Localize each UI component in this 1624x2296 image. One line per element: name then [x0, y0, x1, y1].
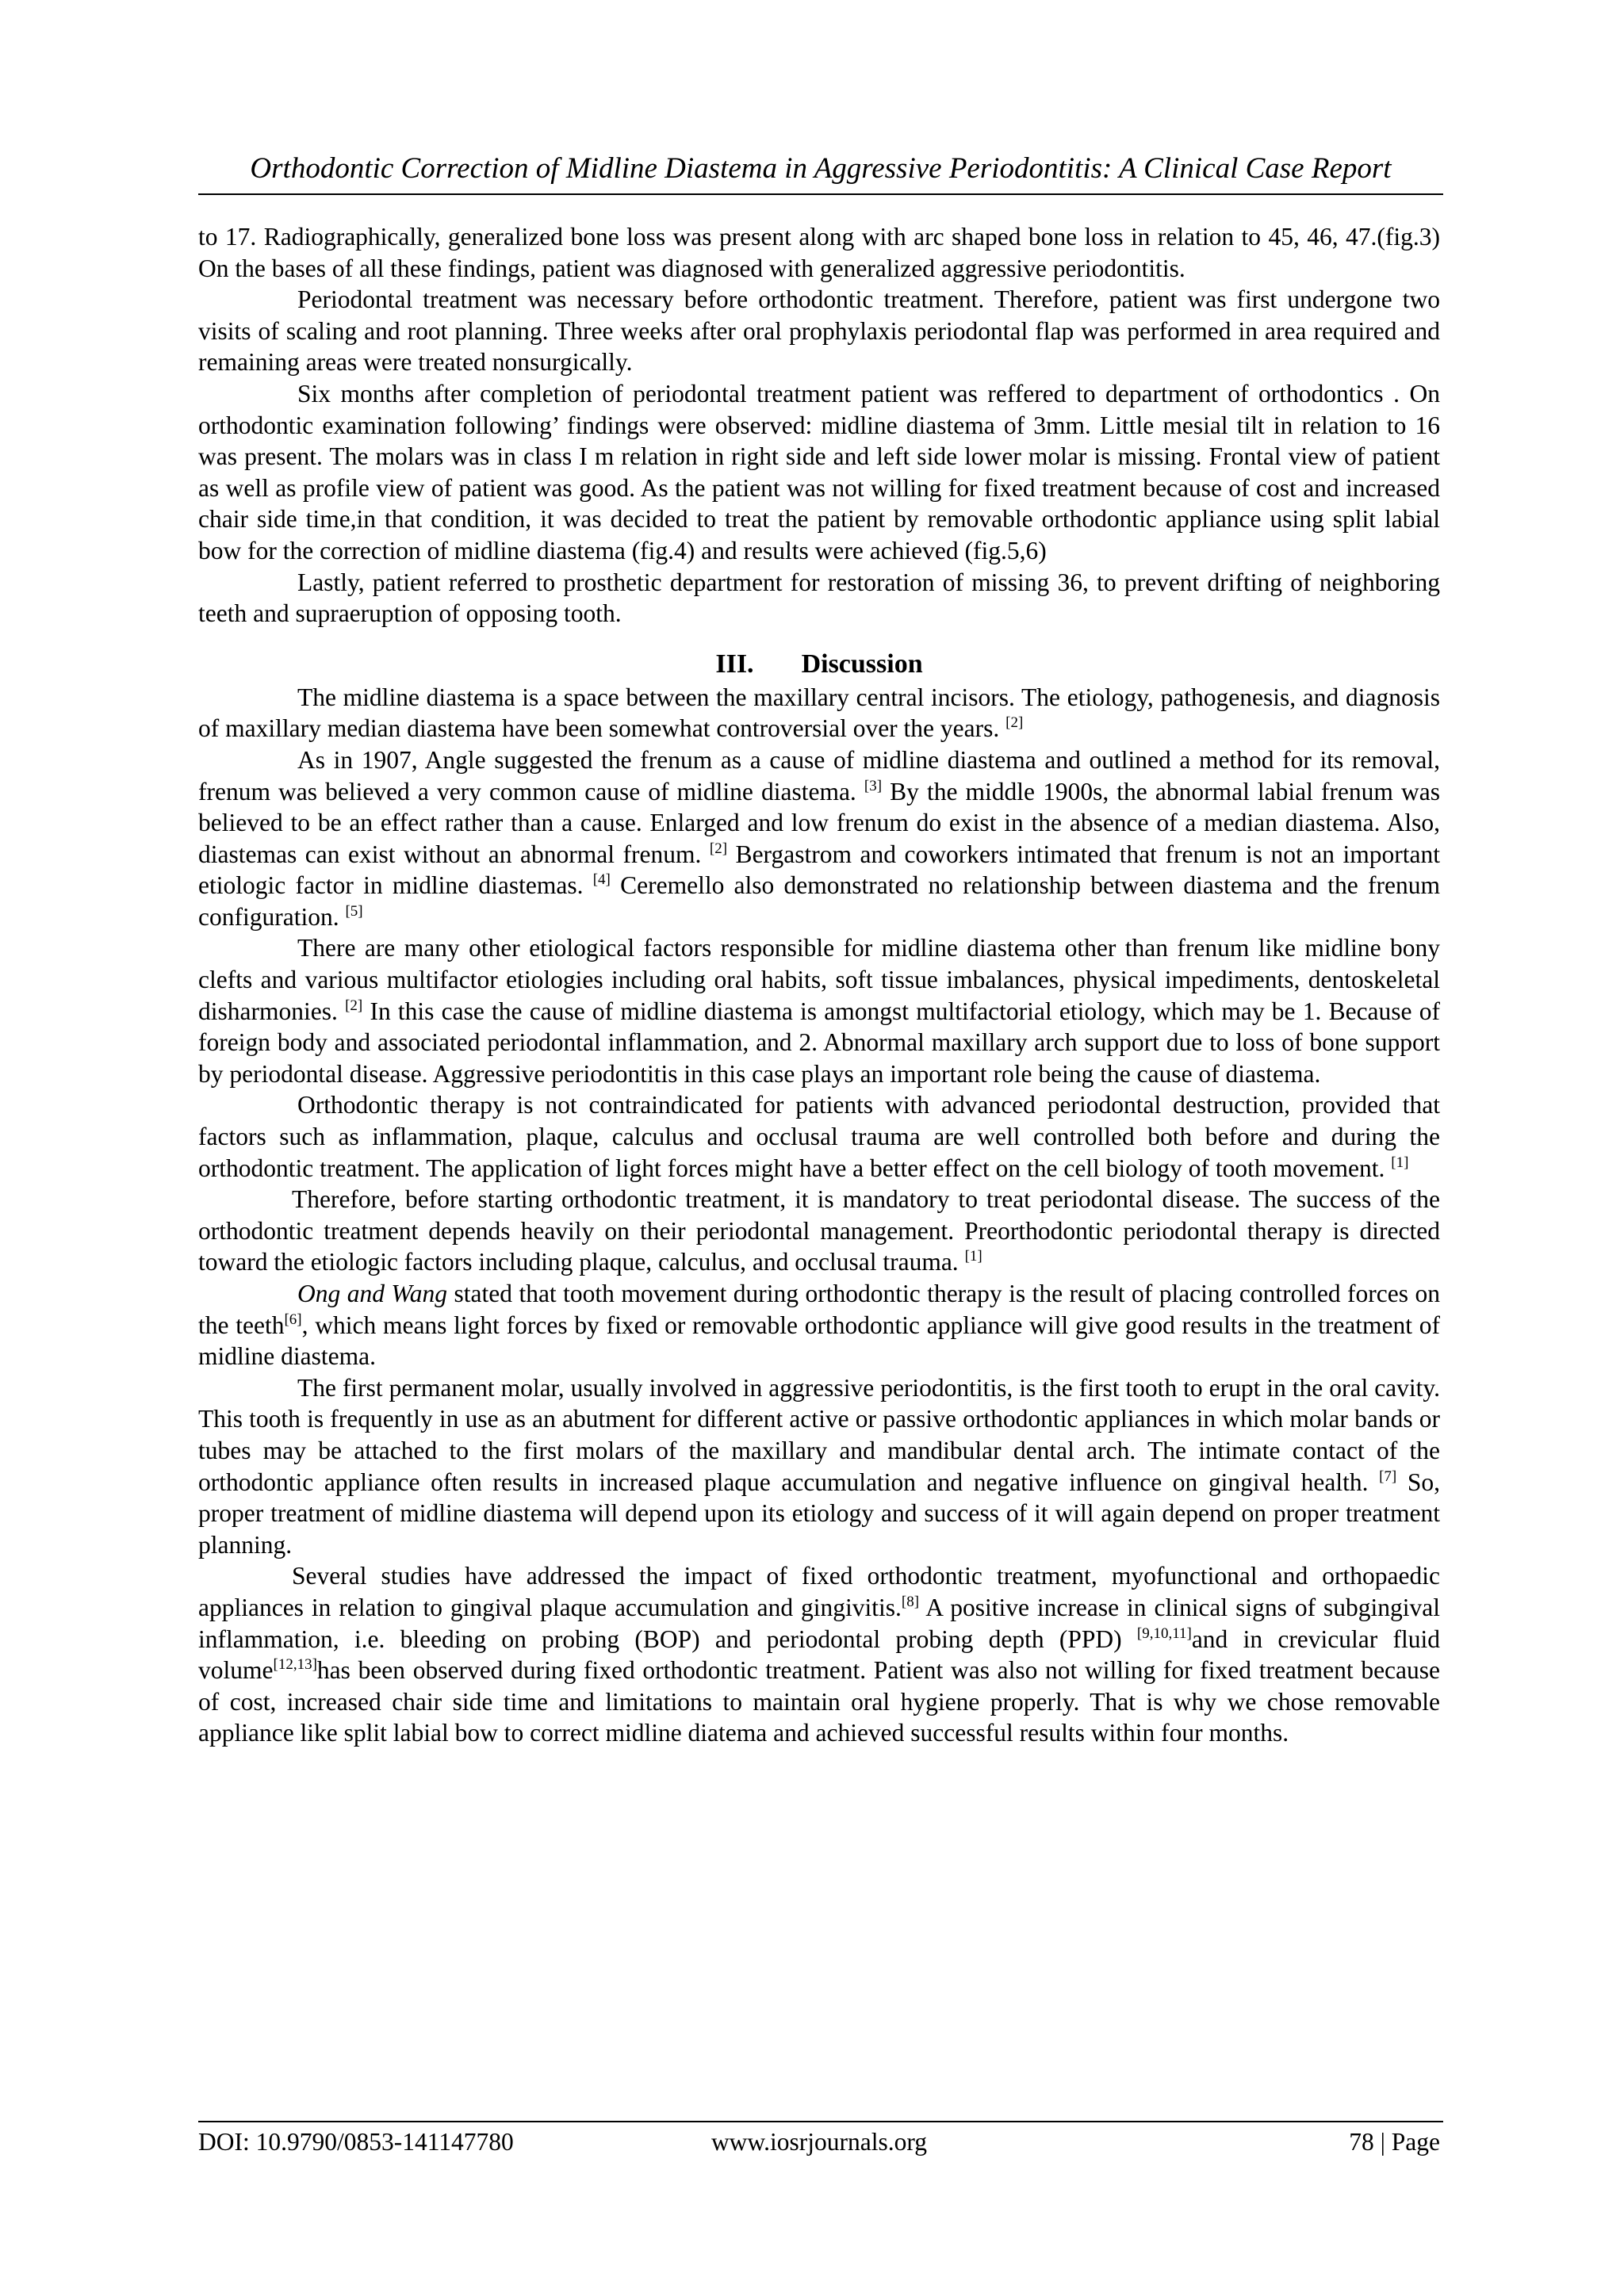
citation: [1] — [964, 1248, 982, 1265]
paragraph-discussion-8: Several studies have addressed the impact of fixed orthodontic treatment, myofunctional and orthopaedic appliances in relation to gingival plaque accumulation and gingivitis.[8] A positive increase in clinical signs of subgingival inflammation, i.e. bleeding on probing (BOP) and periodontal probing depth (PPD) [9,10,11]and in crevicular fluid volume[12,13]has been observed during fixed orthodontic treatment. Patient was also not willing for fixed treatment because of cost, increased chair side time and limitations to maintain oral hygiene properly. That is why we chose removable appliance like split labial bow to correct midline diatema and achieved successful results within four months. — [198, 1562, 1441, 1747]
paragraph-periodontal-treatment: Periodontal treatment was necessary before orthodontic treatment. Therefore, patient was first undergone two visits of scaling and root planning. Three weeks after oral prophylaxis periodontal flap was performed in area required and remaining areas were treated nonsurgically. — [198, 285, 1440, 377]
citation: [1] — [1391, 1154, 1409, 1171]
paragraph-discussion-2: As in 1907, Angle suggested the frenum as a cause of midline diastema and outlined a method for its removal, frenum was believed a very common cause of midline diastema. [3] By the middle 1900s, the abnormal labial frenum was believed to be an effect rather than a cause. Enlarged and low frenum do exist in the absence of a median diastema. Also, diastemas can exist without an abnormal frenum. [2] Bergastrom and coworkers intimated that frenum is not an important etiologic factor in midline diastemas. [4] Ceremello also demonstrated no relationship between diastema and the frenum configuration. [5] — [198, 745, 1440, 931]
paragraph-continued: to 17. Radiographically, generalized bone loss was present along with arc shaped bone loss in relation to 45, 46, 47.(fig.3) On the bases of all these findings, patient was diagnosed with generalized aggressive periodontitis. — [198, 223, 1440, 282]
paragraph-orthodontic-examination: Six months after completion of periodontal treatment patient was reffered to department of orthodontics . On orthodontic examination following’ findings were observed: midline diastema of 3mm. Little mesial tilt in relation to 16 was present. The molars was in class I m relation in right side and left side lower molar is missing. Frontal view of patient as well as profile view of patient was good. As the patient was not willing for fixed treatment because of cost and increased chair side time,in that condition, it was decided to treat the patient by removable orthodontic appliance using split labial bow for the correction of midline diastema (fig.4) and results were achieved (fig.5,6) — [198, 379, 1440, 564]
citation: [6] — [284, 1311, 302, 1328]
citation: [2] — [1005, 714, 1024, 732]
citation: [7] — [1379, 1468, 1397, 1485]
section-title: Discussion — [801, 649, 923, 679]
header-divider — [198, 193, 1443, 195]
footer-page-number: 78 | Page — [1349, 2128, 1440, 2156]
footer-doi: DOI: 10.9790/0853-141147780 — [198, 2128, 514, 2156]
article-body — [198, 221, 1440, 1749]
citation: [2] — [345, 997, 363, 1014]
section-heading-discussion — [198, 647, 1440, 682]
citation: [4] — [592, 871, 611, 889]
author-names: Ong and Wang — [297, 1280, 448, 1307]
citation: [2] — [709, 840, 728, 857]
paragraph-prosthetic-referral: Lastly, patient referred to prosthetic department for restoration of missing 36, to prevent drifting of neighboring teeth and supraeruption of opposing tooth. — [198, 568, 1440, 628]
paragraph-discussion-5: Therefore, before starting orthodontic treatment, it is mandatory to treat periodontal disease. The success of the orthodontic treatment depends heavily on their periodontal management. Preorthodontic periodontal therapy is directed toward the etiologic factors including plaque, calculus, and occlusal trauma. [1] — [198, 1185, 1440, 1276]
footer-divider — [198, 2121, 1443, 2122]
paragraph-discussion-6: Ong and Wang stated that tooth movement during orthodontic therapy is the result of placing controlled forces on the teeth[6], which means light forces by fixed or removable orthodontic appliance will give good results in the treatment of midline diastema. — [198, 1280, 1441, 1371]
citation: [3] — [864, 777, 883, 794]
paragraph-discussion-4: Orthodontic therapy is not contraindicated for patients with advanced periodontal destruction, provided that factors such as inflammation, plaque, calculus and occlusal trauma are well controlled both before and during the orthodontic treatment. The application of light forces might have a better effect on the cell biology of tooth movement. [1] — [198, 1091, 1440, 1182]
paragraph-discussion-1: The midline diastema is a space between the maxillary central incisors. The etiology, pathogenesis, and diagnosis of maxillary median diastema have been somewhat controversial over the years. [2] — [198, 683, 1440, 743]
running-header-title: Orthodontic Correction of Midline Diastema in Aggressive Periodontitis: A Clinical Case Report — [250, 152, 1392, 185]
citation: [8] — [901, 1593, 920, 1610]
section-number: III. — [715, 649, 754, 679]
paragraph-discussion-7: The first permanent molar, usually involved in aggressive periodontitis, is the first tooth to erupt in the oral cavity. This tooth is frequently in use as an abutment for different active or passive orthodontic appliances in which molar bands or tubes may be attached to the first molars of the maxillary and mandibular dental arch. The intimate contact of the orthodontic appliance often results in increased plaque accumulation and negative influence on gingival health. [7] So, proper treatment of midline diastema will depend upon its etiology and success of it will again depend on proper treatment planning. — [198, 1373, 1440, 1559]
citation: [9,10,11] — [1136, 1624, 1192, 1642]
citation: [5] — [345, 902, 363, 920]
footer-website: www.iosrjournals.org — [710, 2128, 928, 2156]
paragraph-discussion-3: There are many other etiological factors responsible for midline diastema other than frenum like midline bony clefts and various multifactor etiologies including oral habits, soft tissue imbalances, physical impediments, dentoskeletal disharmonies. [2] In this case the cause of midline diastema is amongst multifactorial etiology, which may be 1. Because of foreign body and associated periodontal inflammation, and 2. Abnormal maxillary arch support due to loss of bone support by periodontal disease. Aggressive periodontitis in this case plays an important role being the cause of diastema. — [198, 934, 1440, 1088]
citation: [12,13] — [273, 1656, 317, 1674]
